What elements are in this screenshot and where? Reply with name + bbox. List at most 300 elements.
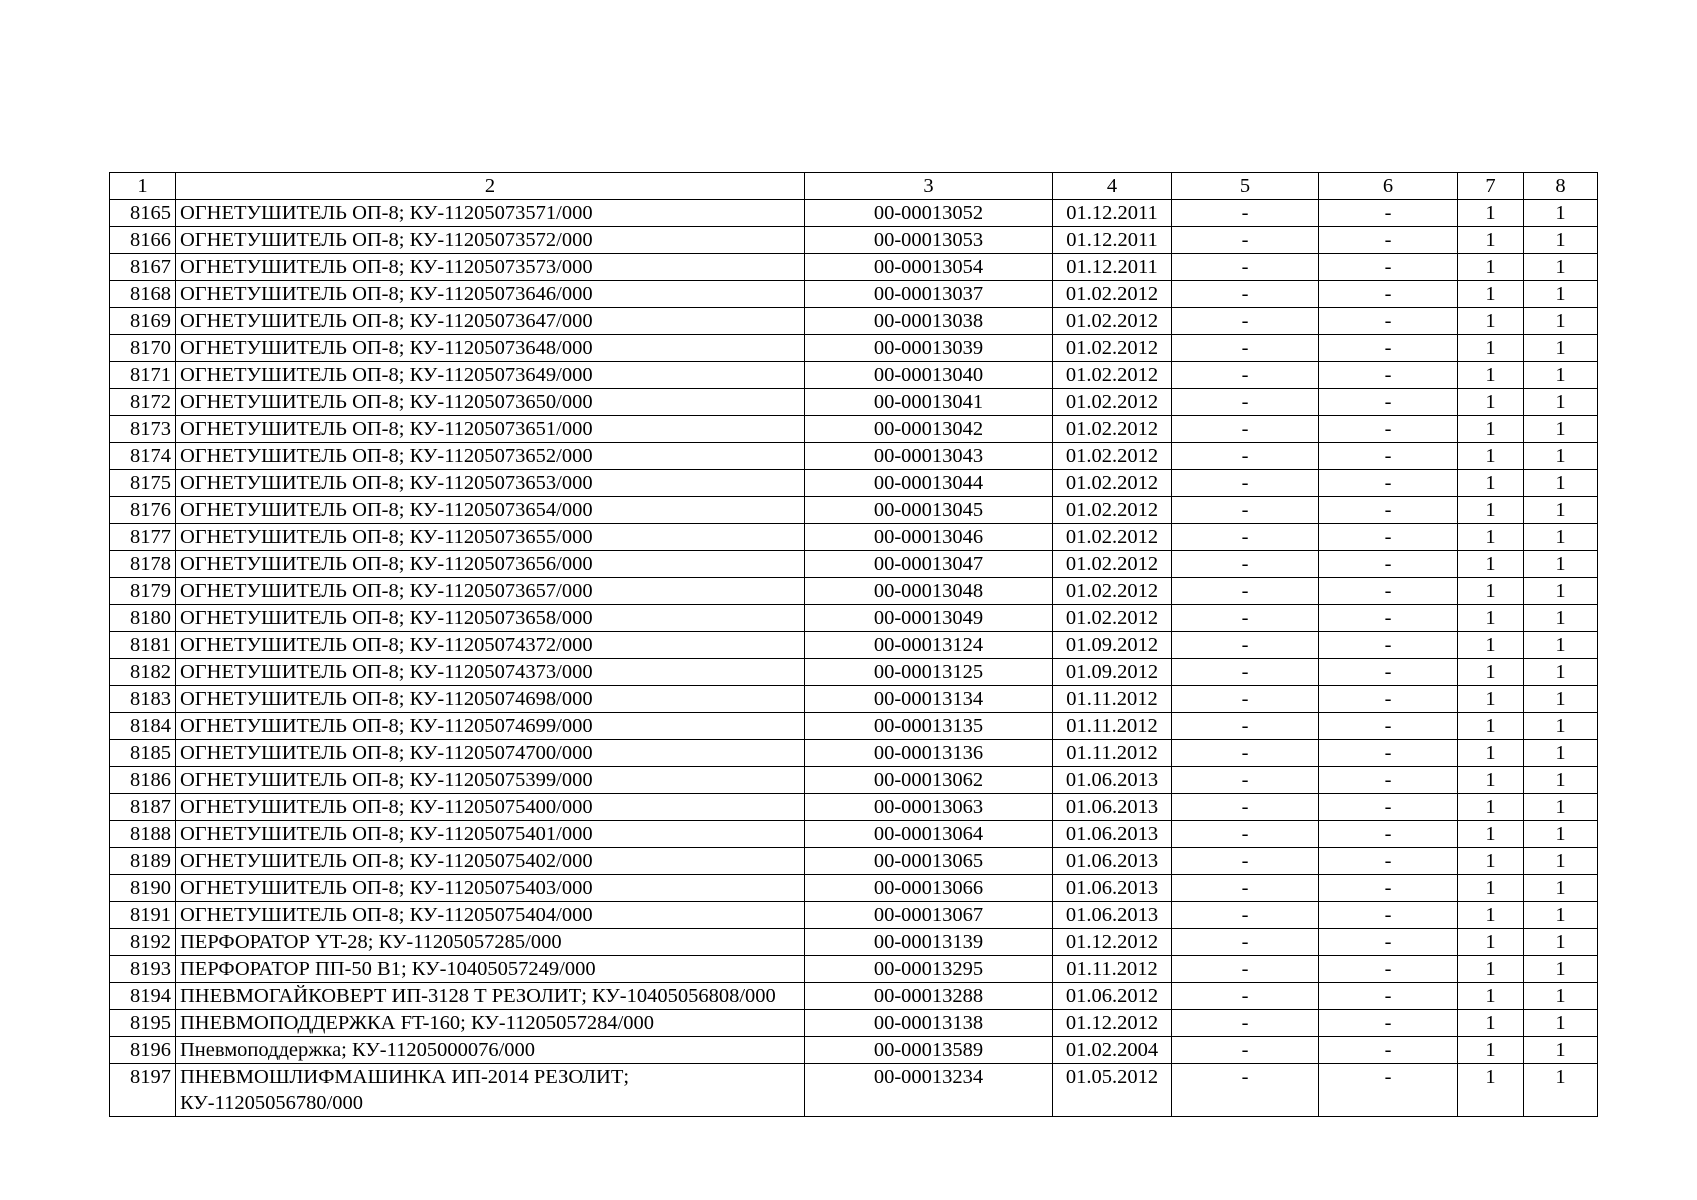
item-name-cell: ОГНЕТУШИТЕЛЬ ОП-8; КУ-11205073571/000 <box>176 200 805 227</box>
column-7-cell: 1 <box>1458 983 1524 1010</box>
row-number-cell: 8197 <box>110 1064 176 1117</box>
date-cell: 01.09.2012 <box>1053 632 1172 659</box>
column-7-cell: 1 <box>1458 1064 1524 1117</box>
column-8-cell: 1 <box>1524 902 1598 929</box>
column-8-cell: 1 <box>1524 605 1598 632</box>
column-6-cell: - <box>1319 740 1458 767</box>
column-6-cell: - <box>1319 821 1458 848</box>
column-8-cell: 1 <box>1524 1064 1598 1117</box>
item-name-cell: ОГНЕТУШИТЕЛЬ ОП-8; КУ-11205073649/000 <box>176 362 805 389</box>
column-8-cell: 1 <box>1524 497 1598 524</box>
row-number-cell: 8166 <box>110 227 176 254</box>
column-7-cell: 1 <box>1458 605 1524 632</box>
item-name-cell: ПНЕВМОШЛИФМАШИНКА ИП-2014 РЕЗОЛИТ; КУ-11205056780/000 <box>176 1064 805 1117</box>
column-5-cell: - <box>1172 1010 1319 1037</box>
table-row <box>110 281 1598 308</box>
date-cell: 01.11.2012 <box>1053 686 1172 713</box>
column-8-cell: 1 <box>1524 578 1598 605</box>
row-number-cell: 8183 <box>110 686 176 713</box>
column-7-cell: 1 <box>1458 956 1524 983</box>
column-5-cell: - <box>1172 794 1319 821</box>
column-8-cell: 1 <box>1524 443 1598 470</box>
date-cell: 01.02.2012 <box>1053 335 1172 362</box>
column-5-cell: - <box>1172 659 1319 686</box>
column-8-cell: 1 <box>1524 632 1598 659</box>
item-name-cell: ОГНЕТУШИТЕЛЬ ОП-8; КУ-11205073647/000 <box>176 308 805 335</box>
column-5-cell: - <box>1172 389 1319 416</box>
item-name-cell: ОГНЕТУШИТЕЛЬ ОП-8; КУ-11205073653/000 <box>176 470 805 497</box>
row-number-cell: 8188 <box>110 821 176 848</box>
table-row <box>110 902 1598 929</box>
column-6-cell: - <box>1319 416 1458 443</box>
column-5-cell: - <box>1172 740 1319 767</box>
column-7-cell: 1 <box>1458 335 1524 362</box>
row-number-cell: 8175 <box>110 470 176 497</box>
item-name-cell: ОГНЕТУШИТЕЛЬ ОП-8; КУ-11205073573/000 <box>176 254 805 281</box>
column-6-cell: - <box>1319 308 1458 335</box>
item-name-cell: ОГНЕТУШИТЕЛЬ ОП-8; КУ-11205074699/000 <box>176 713 805 740</box>
column-6-cell: - <box>1319 875 1458 902</box>
header-cell-4: 4 <box>1053 173 1172 200</box>
header-cell-3: 3 <box>805 173 1053 200</box>
column-7-cell: 1 <box>1458 281 1524 308</box>
row-number-cell: 8169 <box>110 308 176 335</box>
row-number-cell: 8189 <box>110 848 176 875</box>
column-8-cell: 1 <box>1524 740 1598 767</box>
table-row <box>110 875 1598 902</box>
column-6-cell: - <box>1319 362 1458 389</box>
date-cell: 01.06.2013 <box>1053 794 1172 821</box>
date-cell: 01.11.2012 <box>1053 740 1172 767</box>
table-row <box>110 389 1598 416</box>
column-5-cell: - <box>1172 470 1319 497</box>
item-name-cell: ПНЕВМОГАЙКОВЕРТ ИП-3128 Т РЕЗОЛИТ; КУ-10405056808/000 <box>176 983 805 1010</box>
row-number-cell: 8186 <box>110 767 176 794</box>
row-number-cell: 8171 <box>110 362 176 389</box>
column-5-cell: - <box>1172 848 1319 875</box>
table-row <box>110 1010 1598 1037</box>
column-7-cell: 1 <box>1458 929 1524 956</box>
item-name-cell: ОГНЕТУШИТЕЛЬ ОП-8; КУ-11205073655/000 <box>176 524 805 551</box>
inventory-number-cell: 00-00013052 <box>805 200 1053 227</box>
column-8-cell: 1 <box>1524 227 1598 254</box>
table-row <box>110 605 1598 632</box>
inventory-number-cell: 00-00013062 <box>805 767 1053 794</box>
row-number-cell: 8168 <box>110 281 176 308</box>
column-5-cell: - <box>1172 686 1319 713</box>
date-cell: 01.02.2004 <box>1053 1037 1172 1064</box>
date-cell: 01.12.2012 <box>1053 1010 1172 1037</box>
table-row <box>110 848 1598 875</box>
table-row <box>110 983 1598 1010</box>
table-row <box>110 416 1598 443</box>
column-6-cell: - <box>1319 794 1458 821</box>
column-8-cell: 1 <box>1524 281 1598 308</box>
item-name-cell: ОГНЕТУШИТЕЛЬ ОП-8; КУ-11205073652/000 <box>176 443 805 470</box>
row-number-cell: 8185 <box>110 740 176 767</box>
column-6-cell: - <box>1319 227 1458 254</box>
column-6-cell: - <box>1319 605 1458 632</box>
row-number-cell: 8170 <box>110 335 176 362</box>
date-cell: 01.11.2012 <box>1053 713 1172 740</box>
inventory-number-cell: 00-00013044 <box>805 470 1053 497</box>
row-number-cell: 8180 <box>110 605 176 632</box>
column-5-cell: - <box>1172 956 1319 983</box>
date-cell: 01.12.2011 <box>1053 200 1172 227</box>
column-5-cell: - <box>1172 443 1319 470</box>
date-cell: 01.02.2012 <box>1053 524 1172 551</box>
column-6-cell: - <box>1319 929 1458 956</box>
column-5-cell: - <box>1172 578 1319 605</box>
column-7-cell: 1 <box>1458 902 1524 929</box>
table-row <box>110 497 1598 524</box>
item-name-cell: ОГНЕТУШИТЕЛЬ ОП-8; КУ-11205073646/000 <box>176 281 805 308</box>
table-row <box>110 956 1598 983</box>
column-6-cell: - <box>1319 848 1458 875</box>
inventory-number-cell: 00-00013042 <box>805 416 1053 443</box>
inventory-number-cell: 00-00013053 <box>805 227 1053 254</box>
column-7-cell: 1 <box>1458 875 1524 902</box>
column-6-cell: - <box>1319 551 1458 578</box>
inventory-number-cell: 00-00013067 <box>805 902 1053 929</box>
inventory-number-cell: 00-00013136 <box>805 740 1053 767</box>
column-5-cell: - <box>1172 308 1319 335</box>
table-row <box>110 578 1598 605</box>
table-row <box>110 335 1598 362</box>
inventory-number-cell: 00-00013041 <box>805 389 1053 416</box>
table-row <box>110 227 1598 254</box>
row-number-cell: 8195 <box>110 1010 176 1037</box>
column-8-cell: 1 <box>1524 362 1598 389</box>
column-5-cell: - <box>1172 713 1319 740</box>
column-6-cell: - <box>1319 497 1458 524</box>
column-5-cell: - <box>1172 524 1319 551</box>
inventory-number-cell: 00-00013124 <box>805 632 1053 659</box>
date-cell: 01.02.2012 <box>1053 551 1172 578</box>
column-5-cell: - <box>1172 929 1319 956</box>
date-cell: 01.06.2013 <box>1053 848 1172 875</box>
column-5-cell: - <box>1172 281 1319 308</box>
table-row <box>110 443 1598 470</box>
column-5-cell: - <box>1172 227 1319 254</box>
date-cell: 01.02.2012 <box>1053 578 1172 605</box>
table-row <box>110 1037 1598 1064</box>
item-name-cell: ОГНЕТУШИТЕЛЬ ОП-8; КУ-11205075403/000 <box>176 875 805 902</box>
inventory-number-cell: 00-00013040 <box>805 362 1053 389</box>
table-row <box>110 632 1598 659</box>
column-8-cell: 1 <box>1524 416 1598 443</box>
column-7-cell: 1 <box>1458 524 1524 551</box>
column-7-cell: 1 <box>1458 551 1524 578</box>
row-number-cell: 8187 <box>110 794 176 821</box>
table-row <box>110 821 1598 848</box>
inventory-number-cell: 00-00013043 <box>805 443 1053 470</box>
column-6-cell: - <box>1319 1010 1458 1037</box>
column-7-cell: 1 <box>1458 362 1524 389</box>
column-6-cell: - <box>1319 902 1458 929</box>
table-header-row <box>110 173 1598 200</box>
column-6-cell: - <box>1319 983 1458 1010</box>
item-name-cell: ПНЕВМОПОДДЕРЖКА FT-160; КУ-11205057284/000 <box>176 1010 805 1037</box>
date-cell: 01.02.2012 <box>1053 281 1172 308</box>
column-6-cell: - <box>1319 767 1458 794</box>
date-cell: 01.02.2012 <box>1053 308 1172 335</box>
column-6-cell: - <box>1319 659 1458 686</box>
column-8-cell: 1 <box>1524 875 1598 902</box>
date-cell: 01.12.2011 <box>1053 227 1172 254</box>
header-cell-7: 7 <box>1458 173 1524 200</box>
inventory-number-cell: 00-00013125 <box>805 659 1053 686</box>
date-cell: 01.05.2012 <box>1053 1064 1172 1117</box>
date-cell: 01.06.2013 <box>1053 821 1172 848</box>
table-row <box>110 767 1598 794</box>
header-cell-5: 5 <box>1172 173 1319 200</box>
table-row <box>110 740 1598 767</box>
column-7-cell: 1 <box>1458 254 1524 281</box>
column-5-cell: - <box>1172 416 1319 443</box>
table-row <box>110 551 1598 578</box>
column-5-cell: - <box>1172 200 1319 227</box>
item-name-cell: ОГНЕТУШИТЕЛЬ ОП-8; КУ-11205075404/000 <box>176 902 805 929</box>
item-name-cell: ОГНЕТУШИТЕЛЬ ОП-8; КУ-11205075401/000 <box>176 821 805 848</box>
row-number-cell: 8178 <box>110 551 176 578</box>
column-6-cell: - <box>1319 686 1458 713</box>
table-row <box>110 713 1598 740</box>
inventory-number-cell: 00-00013589 <box>805 1037 1053 1064</box>
item-name-cell: ОГНЕТУШИТЕЛЬ ОП-8; КУ-11205075399/000 <box>176 767 805 794</box>
row-number-cell: 8165 <box>110 200 176 227</box>
column-7-cell: 1 <box>1458 1037 1524 1064</box>
column-8-cell: 1 <box>1524 335 1598 362</box>
table-row <box>110 686 1598 713</box>
column-5-cell: - <box>1172 1037 1319 1064</box>
inventory-table <box>109 172 1598 1117</box>
inventory-number-cell: 00-00013046 <box>805 524 1053 551</box>
row-number-cell: 8179 <box>110 578 176 605</box>
row-number-cell: 8167 <box>110 254 176 281</box>
column-6-cell: - <box>1319 1037 1458 1064</box>
date-cell: 01.02.2012 <box>1053 416 1172 443</box>
inventory-number-cell: 00-00013049 <box>805 605 1053 632</box>
header-cell-2: 2 <box>176 173 805 200</box>
row-number-cell: 8181 <box>110 632 176 659</box>
column-5-cell: - <box>1172 551 1319 578</box>
inventory-number-cell: 00-00013134 <box>805 686 1053 713</box>
column-6-cell: - <box>1319 713 1458 740</box>
column-7-cell: 1 <box>1458 308 1524 335</box>
column-8-cell: 1 <box>1524 254 1598 281</box>
row-number-cell: 8192 <box>110 929 176 956</box>
column-7-cell: 1 <box>1458 659 1524 686</box>
row-number-cell: 8184 <box>110 713 176 740</box>
column-8-cell: 1 <box>1524 470 1598 497</box>
column-7-cell: 1 <box>1458 740 1524 767</box>
column-6-cell: - <box>1319 578 1458 605</box>
column-7-cell: 1 <box>1458 713 1524 740</box>
item-name-cell: ОГНЕТУШИТЕЛЬ ОП-8; КУ-11205073650/000 <box>176 389 805 416</box>
column-5-cell: - <box>1172 497 1319 524</box>
row-number-cell: 8194 <box>110 983 176 1010</box>
inventory-number-cell: 00-00013054 <box>805 254 1053 281</box>
column-8-cell: 1 <box>1524 983 1598 1010</box>
column-8-cell: 1 <box>1524 524 1598 551</box>
column-5-cell: - <box>1172 362 1319 389</box>
column-6-cell: - <box>1319 1064 1458 1117</box>
item-name-cell: ОГНЕТУШИТЕЛЬ ОП-8; КУ-11205074372/000 <box>176 632 805 659</box>
column-7-cell: 1 <box>1458 227 1524 254</box>
column-7-cell: 1 <box>1458 497 1524 524</box>
column-5-cell: - <box>1172 983 1319 1010</box>
column-6-cell: - <box>1319 335 1458 362</box>
column-8-cell: 1 <box>1524 551 1598 578</box>
date-cell: 01.02.2012 <box>1053 389 1172 416</box>
column-5-cell: - <box>1172 875 1319 902</box>
column-5-cell: - <box>1172 605 1319 632</box>
item-name-cell: ОГНЕТУШИТЕЛЬ ОП-8; КУ-11205075400/000 <box>176 794 805 821</box>
column-7-cell: 1 <box>1458 794 1524 821</box>
item-name-cell: ОГНЕТУШИТЕЛЬ ОП-8; КУ-11205073651/000 <box>176 416 805 443</box>
column-8-cell: 1 <box>1524 821 1598 848</box>
item-name-cell: ОГНЕТУШИТЕЛЬ ОП-8; КУ-11205073658/000 <box>176 605 805 632</box>
header-cell-8: 8 <box>1524 173 1598 200</box>
column-8-cell: 1 <box>1524 956 1598 983</box>
date-cell: 01.02.2012 <box>1053 470 1172 497</box>
date-cell: 01.06.2013 <box>1053 902 1172 929</box>
inventory-number-cell: 00-00013139 <box>805 929 1053 956</box>
column-7-cell: 1 <box>1458 767 1524 794</box>
date-cell: 01.06.2012 <box>1053 983 1172 1010</box>
table-row <box>110 362 1598 389</box>
date-cell: 01.06.2013 <box>1053 875 1172 902</box>
table-body <box>110 173 1598 1117</box>
column-6-cell: - <box>1319 524 1458 551</box>
row-number-cell: 8177 <box>110 524 176 551</box>
inventory-number-cell: 00-00013065 <box>805 848 1053 875</box>
column-7-cell: 1 <box>1458 821 1524 848</box>
table-row <box>110 929 1598 956</box>
item-name-cell: ОГНЕТУШИТЕЛЬ ОП-8; КУ-11205073657/000 <box>176 578 805 605</box>
column-5-cell: - <box>1172 1064 1319 1117</box>
item-name-cell: ОГНЕТУШИТЕЛЬ ОП-8; КУ-11205075402/000 <box>176 848 805 875</box>
item-name-cell: ПЕРФОРАТОР ПП-50 В1; КУ-10405057249/000 <box>176 956 805 983</box>
column-7-cell: 1 <box>1458 416 1524 443</box>
date-cell: 01.02.2012 <box>1053 362 1172 389</box>
column-6-cell: - <box>1319 470 1458 497</box>
column-7-cell: 1 <box>1458 200 1524 227</box>
date-cell: 01.02.2012 <box>1053 443 1172 470</box>
column-5-cell: - <box>1172 767 1319 794</box>
date-cell: 01.02.2012 <box>1053 497 1172 524</box>
column-6-cell: - <box>1319 443 1458 470</box>
item-name-cell: ПЕРФОРАТОР YT-28; КУ-11205057285/000 <box>176 929 805 956</box>
column-5-cell: - <box>1172 254 1319 281</box>
inventory-number-cell: 00-00013066 <box>805 875 1053 902</box>
row-number-cell: 8182 <box>110 659 176 686</box>
inventory-number-cell: 00-00013135 <box>805 713 1053 740</box>
column-7-cell: 1 <box>1458 578 1524 605</box>
inventory-number-cell: 00-00013063 <box>805 794 1053 821</box>
inventory-number-cell: 00-00013295 <box>805 956 1053 983</box>
row-number-cell: 8172 <box>110 389 176 416</box>
table-row <box>110 254 1598 281</box>
column-6-cell: - <box>1319 254 1458 281</box>
column-8-cell: 1 <box>1524 1010 1598 1037</box>
table-row <box>110 308 1598 335</box>
inventory-number-cell: 00-00013047 <box>805 551 1053 578</box>
column-8-cell: 1 <box>1524 659 1598 686</box>
header-cell-6: 6 <box>1319 173 1458 200</box>
date-cell: 01.12.2011 <box>1053 254 1172 281</box>
column-6-cell: - <box>1319 956 1458 983</box>
item-name-cell: ОГНЕТУШИТЕЛЬ ОП-8; КУ-11205073654/000 <box>176 497 805 524</box>
inventory-number-cell: 00-00013138 <box>805 1010 1053 1037</box>
table-row <box>110 659 1598 686</box>
row-number-cell: 8190 <box>110 875 176 902</box>
column-8-cell: 1 <box>1524 929 1598 956</box>
column-7-cell: 1 <box>1458 632 1524 659</box>
column-7-cell: 1 <box>1458 443 1524 470</box>
column-8-cell: 1 <box>1524 848 1598 875</box>
table-row <box>110 470 1598 497</box>
inventory-number-cell: 00-00013039 <box>805 335 1053 362</box>
table-row <box>110 1064 1598 1117</box>
header-cell-1: 1 <box>110 173 176 200</box>
item-name-cell: ОГНЕТУШИТЕЛЬ ОП-8; КУ-11205074700/000 <box>176 740 805 767</box>
column-7-cell: 1 <box>1458 686 1524 713</box>
inventory-number-cell: 00-00013037 <box>805 281 1053 308</box>
item-name-cell: ОГНЕТУШИТЕЛЬ ОП-8; КУ-11205073572/000 <box>176 227 805 254</box>
column-5-cell: - <box>1172 902 1319 929</box>
column-7-cell: 1 <box>1458 848 1524 875</box>
column-7-cell: 1 <box>1458 470 1524 497</box>
table-row <box>110 524 1598 551</box>
row-number-cell: 8196 <box>110 1037 176 1064</box>
row-number-cell: 8193 <box>110 956 176 983</box>
item-name-cell: ОГНЕТУШИТЕЛЬ ОП-8; КУ-11205074373/000 <box>176 659 805 686</box>
inventory-number-cell: 00-00013234 <box>805 1064 1053 1117</box>
table-row <box>110 200 1598 227</box>
column-8-cell: 1 <box>1524 1037 1598 1064</box>
column-5-cell: - <box>1172 821 1319 848</box>
column-6-cell: - <box>1319 200 1458 227</box>
row-number-cell: 8191 <box>110 902 176 929</box>
date-cell: 01.12.2012 <box>1053 929 1172 956</box>
column-6-cell: - <box>1319 389 1458 416</box>
inventory-number-cell: 00-00013288 <box>805 983 1053 1010</box>
column-8-cell: 1 <box>1524 308 1598 335</box>
inventory-number-cell: 00-00013038 <box>805 308 1053 335</box>
column-8-cell: 1 <box>1524 686 1598 713</box>
date-cell: 01.09.2012 <box>1053 659 1172 686</box>
column-8-cell: 1 <box>1524 389 1598 416</box>
column-8-cell: 1 <box>1524 767 1598 794</box>
date-cell: 01.11.2012 <box>1053 956 1172 983</box>
column-7-cell: 1 <box>1458 389 1524 416</box>
column-5-cell: - <box>1172 632 1319 659</box>
date-cell: 01.02.2012 <box>1053 605 1172 632</box>
column-6-cell: - <box>1319 632 1458 659</box>
date-cell: 01.06.2013 <box>1053 767 1172 794</box>
inventory-number-cell: 00-00013048 <box>805 578 1053 605</box>
column-8-cell: 1 <box>1524 200 1598 227</box>
column-5-cell: - <box>1172 335 1319 362</box>
row-number-cell: 8173 <box>110 416 176 443</box>
item-name-cell: ОГНЕТУШИТЕЛЬ ОП-8; КУ-11205074698/000 <box>176 686 805 713</box>
inventory-number-cell: 00-00013064 <box>805 821 1053 848</box>
table-row <box>110 794 1598 821</box>
item-name-cell: ОГНЕТУШИТЕЛЬ ОП-8; КУ-11205073648/000 <box>176 335 805 362</box>
column-6-cell: - <box>1319 281 1458 308</box>
